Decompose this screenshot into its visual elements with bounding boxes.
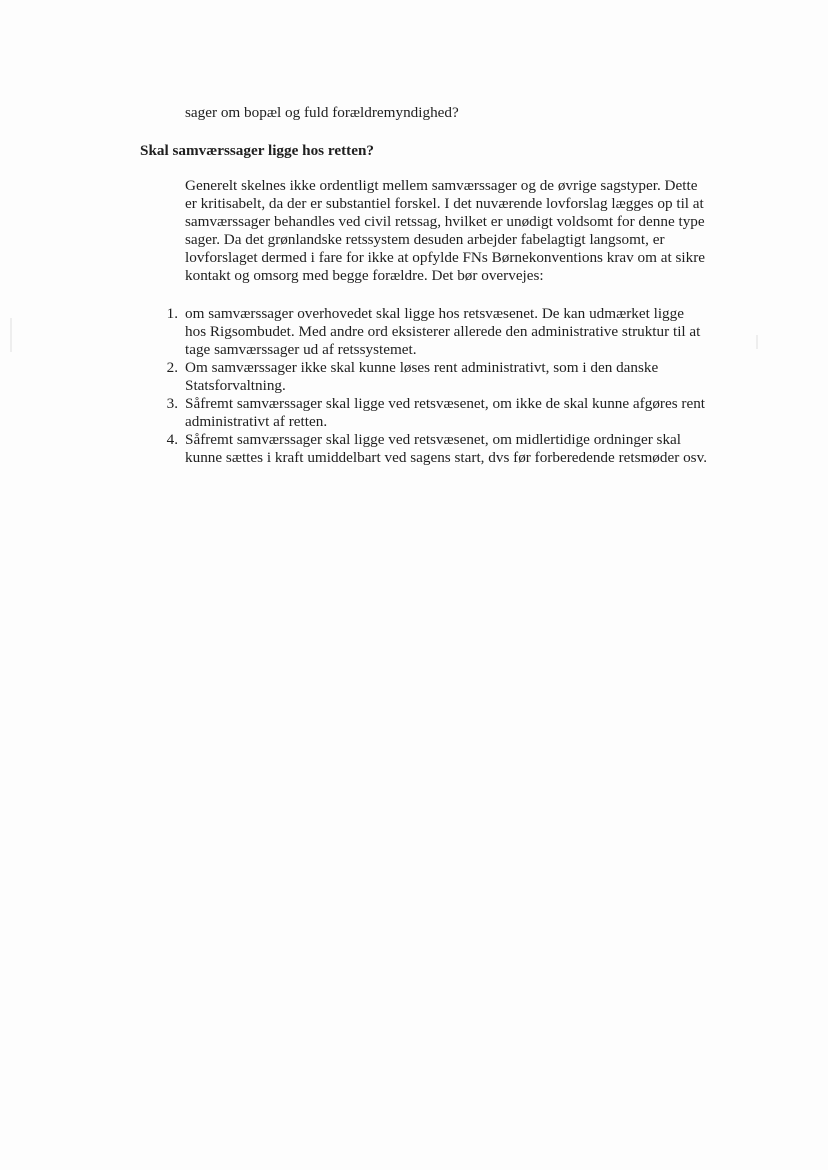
body-paragraph: [185, 177, 745, 285]
section-heading: Skal samværssager ligge hos retten?: [140, 142, 374, 159]
list-item-line: Statsforvaltning.: [185, 377, 286, 394]
list-item: [140, 359, 740, 395]
list-item-line: om samværssager overhovedet skal ligge hos retsvæsenet. De kan udmærket ligge: [185, 305, 684, 322]
scan-artifact-left: [10, 318, 12, 352]
numbered-list: [140, 305, 740, 467]
list-item-line: Om samværssager ikke skal kunne løses rent administrativt, som i den danske: [185, 359, 659, 376]
continued-text-line: sager om bopæl og fuld forældremyndighed?: [185, 104, 459, 121]
list-number: 1.: [166, 305, 178, 322]
list-item: [140, 431, 740, 467]
list-item-line: administrativt af retten.: [185, 413, 328, 430]
paragraph-line: er kritisabelt, da der er substantiel forskel. I det nuværende lovforslag lægges op til at: [185, 195, 704, 212]
list-number: 4.: [166, 431, 178, 448]
scan-artifact-right: [756, 335, 758, 349]
list-number: 2.: [166, 359, 178, 376]
paragraph-line: Generelt skelnes ikke ordentligt mellem samværssager og de øvrige sagstyper. Dette: [185, 177, 698, 194]
paragraph-line: kontakt og omsorg med begge forældre. Det bør overvejes:: [185, 267, 544, 284]
list-item-line: Såfremt samværssager skal ligge ved retsvæsenet, om midlertidige ordninger skal: [185, 431, 682, 448]
paragraph-line: lovforslaget dermed i fare for ikke at opfylde FNs Børnekonventions krav om at sikre: [185, 249, 706, 266]
paragraph-line: sager. Da det grønlandske retssystem desuden arbejder fabelagtigt langsomt, er: [185, 231, 665, 248]
list-item-line: hos Rigsombudet. Med andre ord eksisterer allerede den administrative struktur til at: [185, 323, 701, 340]
list-item-line: tage samværssager ud af retssystemet.: [185, 341, 417, 358]
list-item: [140, 395, 740, 431]
list-item: [140, 305, 740, 359]
list-number: 3.: [166, 395, 178, 412]
list-item-line: kunne sættes i kraft umiddelbart ved sagens start, dvs før forberedende retsmøder osv.: [185, 449, 707, 466]
paragraph-line: samværssager behandles ved civil retssag, hvilket er unødigt voldsomt for denne type: [185, 213, 705, 230]
list-item-line: Såfremt samværssager skal ligge ved retsvæsenet, om ikke de skal kunne afgøres rent: [185, 395, 706, 412]
